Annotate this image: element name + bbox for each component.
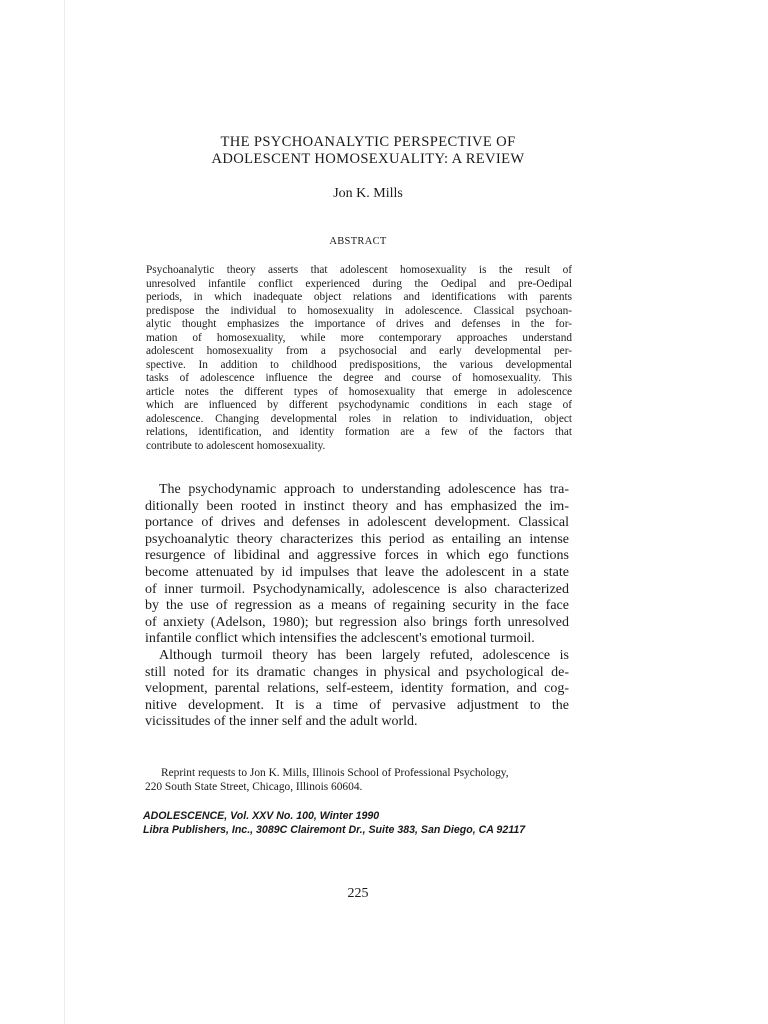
body-line: ditionally been rooted in instinct theory and has emphasized the im- xyxy=(145,498,569,514)
abstract-line: contribute to adolescent homosexuality. xyxy=(146,439,326,452)
body-line: portance of drives and defenses in adolescent development. Classical xyxy=(145,515,569,531)
body-paragraphs xyxy=(145,482,569,731)
footnote-line: 220 South State Street, Chicago, Illinois 60604. xyxy=(145,780,363,793)
abstract-line: article notes the different types of homosexuality that emerge in adolescence xyxy=(146,385,572,398)
abstract-heading: ABSTRACT xyxy=(329,236,387,247)
abstract-line: periods, in which inadequate object relations and identifications with parents xyxy=(146,291,572,303)
title-line: THE PSYCHOANALYTIC PERSPECTIVE OF xyxy=(220,134,516,150)
abstract-line: alytic thought emphasizes the importance of drives and defenses in the for- xyxy=(146,318,572,330)
journal-citation xyxy=(143,810,583,837)
footnote-line: Reprint requests to Jon K. Mills, Illinois School of Professional Psychology, xyxy=(161,767,509,779)
abstract-line: spective. In addition to childhood predispositions, the various developmental xyxy=(146,358,572,371)
body-line: still noted for its dramatic changes in physical and psychological de- xyxy=(145,664,569,680)
abstract-line: relations, identification, and identity formation are a few of the factors that xyxy=(146,426,572,438)
abstract-line: predispose the individual to homosexuality in adolescence. Classical psychoan- xyxy=(146,304,572,317)
abstract-line: adolescence. Changing developmental roles in relation to individuation, object xyxy=(146,412,572,425)
abstract-line: which are influenced by different psychodynamic conditions in each stage of xyxy=(146,399,572,411)
body-line: resurgence of libidinal and aggressive forces in which ego functions xyxy=(145,548,569,564)
body-line: of anxiety (Adelson, 1980); but regression also brings forth unresolved xyxy=(145,614,569,630)
article-title xyxy=(140,134,596,168)
body-line: of inner turmoil. Psychodynamically, adolescence is also characterized xyxy=(145,581,569,597)
journal-line: ADOLESCENCE, Vol. XXV No. 100, Winter 1990 xyxy=(143,810,380,822)
abstract-body xyxy=(146,264,572,453)
abstract-line: tasks of adolescence influence the degree and course of homosexuality. This xyxy=(146,372,572,384)
body-line: infantile conflict which intensifies the adclescent's emotional turmoil. xyxy=(145,631,535,647)
journal-line: Libra Publishers, Inc., 3089C Clairemont Dr., Suite 383, San Diego, CA 92117 xyxy=(143,823,526,836)
page-number: 225 xyxy=(347,886,369,901)
abstract-line: mation of homosexuality, while more contemporary approaches understand xyxy=(146,331,572,344)
abstract-line: Psychoanalytic theory asserts that adolescent homosexuality is the result of xyxy=(146,264,572,276)
body-line: Although turmoil theory has been largely refuted, adolescence is xyxy=(159,647,569,663)
abstract-line: unresolved infantile conflict experienced during the Oedipal and pre-Oedipal xyxy=(146,277,572,290)
abstract-line: adolescent homosexuality from a psychosocial and early developmental per- xyxy=(146,345,572,357)
body-line: become attenuated by id impulses that leave the adolescent in a state xyxy=(145,564,569,580)
reprint-footnote xyxy=(145,767,575,795)
body-line: velopment, parental relations, self-esteem, identity formation, and cog- xyxy=(145,681,569,697)
body-line: The psychodynamic approach to understanding adolescence has tra- xyxy=(159,482,569,497)
body-line: nitive development. It is a time of pervasive adjustment to the xyxy=(145,697,569,713)
scan-edge-shadow xyxy=(64,0,65,1024)
body-line: by the use of regression as a means of regaining security in the face xyxy=(145,598,569,614)
author-name: Jon K. Mills xyxy=(333,186,403,201)
body-line: psychoanalytic theory characterizes this period as entailing an intense xyxy=(145,531,569,547)
title-line: ADOLESCENT HOMOSEXUALITY: A REVIEW xyxy=(211,151,525,167)
body-line: vicissitudes of the inner self and the adult world. xyxy=(145,714,418,730)
